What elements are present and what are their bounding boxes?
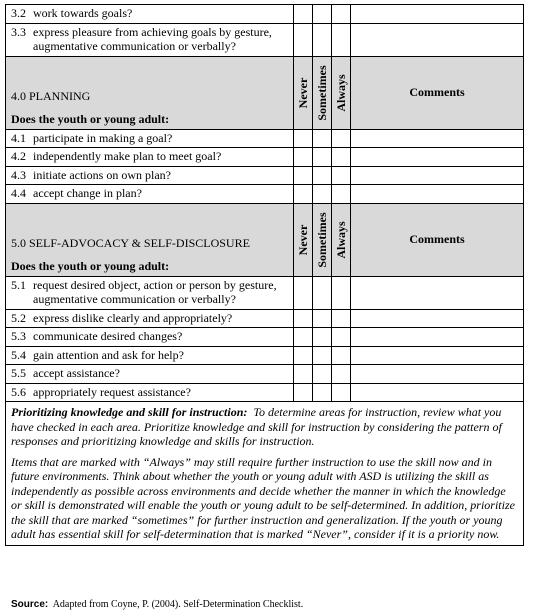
sometimes-checkbox-cell[interactable] (313, 383, 332, 402)
sometimes-checkbox-cell[interactable] (313, 185, 332, 204)
table-row (6, 328, 524, 347)
checklist-table (5, 4, 524, 546)
item-5-5: 5.5 accept assistance? (6, 365, 294, 384)
never-checkbox-cell[interactable] (294, 309, 313, 328)
always-checkbox-cell[interactable] (332, 309, 351, 328)
never-checkbox-cell[interactable] (294, 129, 313, 148)
section-question: Does the youth or young adult: (11, 259, 170, 273)
note-paragraph-1: Prioritizing knowledge and skill for instruction: To determine areas for instruction, review what you have checked in each area. Prioritize knowledge and skill for instruction by considering the pattern of responses and prioritizing knowledge and skills for instruction. (11, 405, 502, 448)
table-row (6, 383, 524, 402)
table-row (6, 346, 524, 365)
comments-cell[interactable] (351, 129, 524, 148)
table-row (6, 166, 524, 185)
section-title-cell (6, 203, 294, 276)
table-row (6, 309, 524, 328)
section-header-self-advocacy (6, 203, 524, 276)
item-5-2: 5.2 express dislike clearly and appropriately? (6, 309, 294, 328)
section-question: Does the youth or young adult: (11, 112, 170, 126)
note-paragraph-2: Items that are marked with “Always” may still require further instruction to use the skill now and in future environments. Think about whether the youth or young adult with ASD is utilizing the skill as independently as possible across environments and decide whether the manner in which the knowledge or skill is demonstrated will enable the youth or young adult to be self-determined. In addition, prioritize the skill that are marked “sometimes” for further instruction and generalization. If the youth or young adult has essential skill for self-determination that is marked “Never”, consider if it is a priority now. (11, 454, 515, 541)
comments-cell[interactable] (351, 185, 524, 204)
section-title: 4.0 PLANNING (11, 88, 91, 103)
item-3-3: 3.3 express pleasure from achieving goals by gesture, augmentative communication or verbally? (6, 23, 294, 56)
sometimes-checkbox-cell[interactable] (313, 276, 332, 309)
source-text: Adapted from Coyne, P. (2004). Self-Determination Checklist. (52, 599, 304, 610)
comments-cell[interactable] (351, 346, 524, 365)
item-4-3: 4.3 initiate actions on own plan? (6, 166, 294, 185)
instruction-note-row (6, 402, 524, 546)
table-row (6, 185, 524, 204)
sometimes-column-header: Sometimes (313, 203, 332, 276)
always-checkbox-cell[interactable] (332, 5, 351, 24)
always-checkbox-cell[interactable] (332, 276, 351, 309)
comments-cell[interactable] (351, 276, 524, 309)
comments-cell[interactable] (351, 383, 524, 402)
comments-cell[interactable] (351, 309, 524, 328)
never-checkbox-cell[interactable] (294, 346, 313, 365)
always-checkbox-cell[interactable] (332, 383, 351, 402)
comments-cell[interactable] (351, 23, 524, 56)
always-checkbox-cell[interactable] (332, 328, 351, 347)
item-4-2: 4.2 independently make plan to meet goal? (6, 148, 294, 167)
comments-column-header: Comments (351, 56, 524, 129)
item-4-4: 4.4 accept change in plan? (6, 185, 294, 204)
instruction-note (6, 402, 524, 546)
comments-cell[interactable] (351, 166, 524, 185)
sometimes-checkbox-cell[interactable] (313, 129, 332, 148)
comments-cell[interactable] (351, 365, 524, 384)
table-row (6, 129, 524, 148)
comments-cell[interactable] (351, 328, 524, 347)
never-checkbox-cell[interactable] (294, 148, 313, 167)
never-checkbox-cell[interactable] (294, 383, 313, 402)
sometimes-checkbox-cell[interactable] (313, 5, 332, 24)
table-row (6, 365, 524, 384)
never-checkbox-cell[interactable] (294, 185, 313, 204)
item-5-3: 5.3 communicate desired changes? (6, 328, 294, 347)
section-title-cell (6, 56, 294, 129)
comments-cell[interactable] (351, 148, 524, 167)
always-checkbox-cell[interactable] (332, 129, 351, 148)
table-row (6, 276, 524, 309)
source-label: Source: (11, 599, 49, 610)
sometimes-column-header: Sometimes (313, 56, 332, 129)
sometimes-checkbox-cell[interactable] (313, 346, 332, 365)
always-checkbox-cell[interactable] (332, 23, 351, 56)
item-5-4: 5.4 gain attention and ask for help? (6, 346, 294, 365)
sometimes-checkbox-cell[interactable] (313, 365, 332, 384)
always-checkbox-cell[interactable] (332, 166, 351, 185)
checklist-sheet (5, 4, 523, 546)
never-checkbox-cell[interactable] (294, 23, 313, 56)
sometimes-checkbox-cell[interactable] (313, 166, 332, 185)
never-checkbox-cell[interactable] (294, 166, 313, 185)
sometimes-checkbox-cell[interactable] (313, 309, 332, 328)
table-row (6, 23, 524, 56)
table-row (6, 148, 524, 167)
comments-column-header: Comments (351, 203, 524, 276)
always-column-header: Always (332, 56, 351, 129)
source-citation (11, 599, 303, 610)
item-5-6: 5.6 appropriately request assistance? (6, 383, 294, 402)
section-title: 5.0 SELF-ADVOCACY & SELF-DISCLOSURE (11, 235, 250, 250)
sometimes-checkbox-cell[interactable] (313, 148, 332, 167)
comments-cell[interactable] (351, 5, 524, 24)
never-checkbox-cell[interactable] (294, 276, 313, 309)
item-3-2: 3.2 work towards goals? (6, 5, 294, 24)
always-checkbox-cell[interactable] (332, 148, 351, 167)
sometimes-checkbox-cell[interactable] (313, 23, 332, 56)
item-4-1: 4.1 participate in making a goal? (6, 129, 294, 148)
never-checkbox-cell[interactable] (294, 328, 313, 347)
always-checkbox-cell[interactable] (332, 346, 351, 365)
item-5-1: 5.1 request desired object, action or person by gesture, augmentative communication or verbally? (6, 276, 294, 309)
never-column-header: Never (294, 56, 313, 129)
section-header-planning (6, 56, 524, 129)
never-checkbox-cell[interactable] (294, 5, 313, 24)
always-column-header: Always (332, 203, 351, 276)
never-checkbox-cell[interactable] (294, 365, 313, 384)
always-checkbox-cell[interactable] (332, 185, 351, 204)
note-lead: Prioritizing knowledge and skill for instruction: (11, 405, 248, 419)
sometimes-checkbox-cell[interactable] (313, 328, 332, 347)
table-row (6, 5, 524, 24)
always-checkbox-cell[interactable] (332, 365, 351, 384)
never-column-header: Never (294, 203, 313, 276)
